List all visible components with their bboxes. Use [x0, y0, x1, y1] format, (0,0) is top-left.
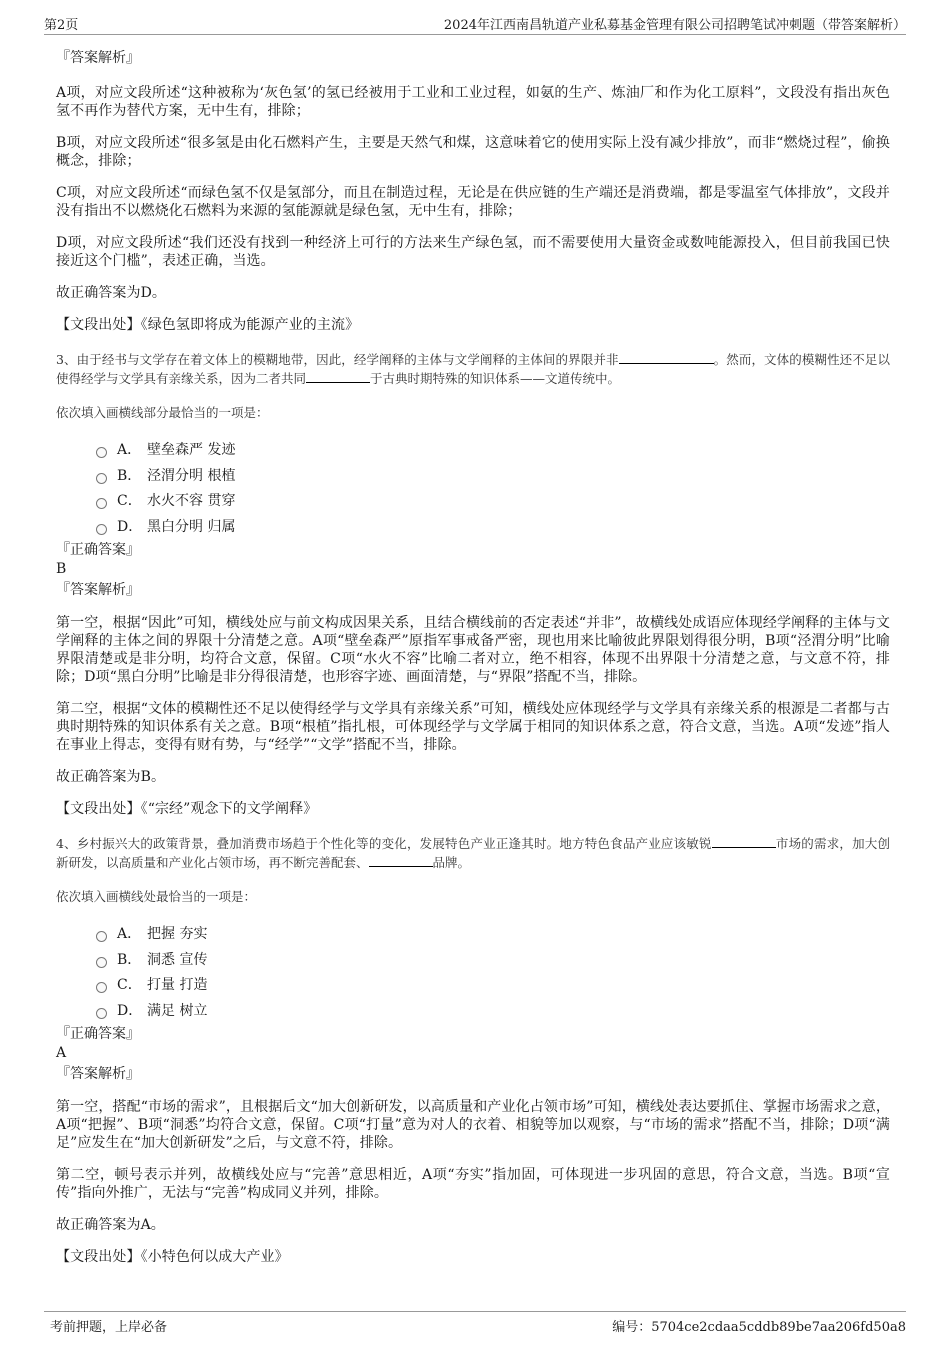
analysis-paragraph: 第一空，搭配“市场的需求”，且根据后文“加大创新研发，以高质量和产业化占领市场”可知，横线处表达要抓住、掌握市场需求之意，A项“把握”、B项“洞悉”均符合文意，保留。C项“打量”意为对人的衣着、相貌等加以观察，与“市场的需求”搭配不当，排除；D项“满足”应发生在“加大创新研发”之后，与文意不符，排除。 [56, 1099, 890, 1151]
option-d[interactable]: D． 满足 树立 [96, 999, 890, 1025]
radio-icon[interactable] [96, 473, 107, 484]
correct-answer: A [56, 1045, 67, 1061]
footer-slogan: 考前押题，上岸必备 [50, 1320, 168, 1335]
page-content [56, 44, 890, 1266]
fill-blank [619, 351, 714, 364]
analysis-paragraph: A项，对应文段所述“这种被称为‘灰色氢’的氢已经被用于工业和工业过程，如氨的生产、炼油厂和作为化工原料”，文段没有指出灰色氢不再作为替代方案，无中生有，排除； [56, 85, 890, 119]
analysis-paragraph: B项，对应文段所述“很多氢是由化石燃料产生，主要是天然气和煤，这意味着它的使用实际上没有减少排放”，而非“燃烧过程”，偷换概念，排除； [56, 135, 890, 169]
option-c[interactable]: C． 打量 打造 [96, 973, 890, 999]
analysis-tag: 『答案解析』 [56, 1066, 140, 1082]
option-a[interactable]: A． 壁垒森严 发迹 [96, 438, 890, 464]
analysis-paragraph: 第二空，顿号表示并列，故横线处应与“完善”意思相近，A项“夯实”指加固，可体现进一步巩固的意思，符合文意，当选。B项“宣传”指向外推广，无法与“完善”构成同义并列，排除。 [56, 1167, 890, 1201]
option-list [56, 922, 890, 1024]
analysis-paragraph: 第一空，根据“因此”可知，横线处应与前文构成因果关系，且结合横线前的否定表述“并非”，故横线处成语应体现经学阐释的主体与文学阐释的主体之间的界限十分清楚之意。A项“壁垒森严”原指军事戒备严密，现也用来比喻彼此界限划得很分明，B项“泾渭分明”比喻界限清楚或是非分明，均符合文意，保留。C项“水火不容”比喻二者对立，绝不相容，体现不出界限十分清楚之意，与文意不符，排除；D项“黑白分明”比喻是非分得很清楚，也形容字迹、画面清楚，与“界限”搭配不当，排除。 [56, 615, 890, 685]
correct-answer: B [56, 561, 67, 577]
question-instruction: 依次填入画横线部分最恰当的一项是： [56, 405, 269, 420]
analysis-paragraph: C项，对应文段所述“而绿色氢不仅是氢部分，而且在制造过程，无论是在供应链的生产端还是消费端，都是零温室气体排放”，文段并没有指出不以燃烧化石燃料为来源的氢能源就是绿色氢，无中生有，排除； [56, 185, 890, 219]
question-instruction: 依次填入画横线处最恰当的一项是： [56, 889, 257, 904]
option-c[interactable]: C． 水火不容 贯穿 [96, 489, 890, 515]
analysis-tag: 『答案解析』 [56, 582, 140, 598]
option-b[interactable]: B． 泾渭分明 根植 [96, 464, 890, 490]
option-list [56, 438, 890, 540]
fill-blank [306, 370, 370, 383]
radio-icon[interactable] [96, 447, 107, 458]
question-4-text: 4、乡村振兴大的政策背景，叠加消费市场趋于个性化等的变化，发展特色产业正逢其时。地方特色食品产业应该敏锐 市场的需求，加大创新研发，以高质量和产业化占领市场，再不断完善配套、 品牌。 [56, 836, 890, 870]
conclusion: 故正确答案为B。 [56, 769, 166, 785]
radio-icon[interactable] [96, 498, 107, 509]
analysis-tag: 『答案解析』 [56, 50, 140, 66]
source-citation: 【文段出处】《小特色何以成大产业》 [56, 1249, 289, 1265]
fill-blank [712, 835, 776, 848]
page-header [44, 12, 906, 35]
document-title: 2024年江西南昌轨道产业私募基金管理有限公司招聘笔试冲刺题（带答案解析） [443, 18, 906, 33]
question-3-text: 3、由于经书与文学存在着文体上的模糊地带，因此，经学阐释的主体与文学阐释的主体间的界限并非 。然而，文体的模糊性还不足以使得经学与文学具有亲缘关系，因为二者共同 于古典时期特殊的知识体系——文道传统中。 [56, 352, 890, 386]
source-citation: 【文段出处】《绿色氢即将成为能源产业的主流》 [56, 317, 360, 333]
option-a[interactable]: A． 把握 夯实 [96, 922, 890, 948]
page-number: 第2页 [44, 18, 79, 33]
answer-tag: 『正确答案』 [56, 542, 140, 558]
conclusion: 故正确答案为D。 [56, 285, 167, 301]
radio-icon[interactable] [96, 1008, 107, 1019]
page-footer [44, 1311, 906, 1334]
answer-tag: 『正确答案』 [56, 1026, 140, 1042]
radio-icon[interactable] [96, 931, 107, 942]
source-citation: 【文段出处】《“宗经”观念下的文学阐释》 [56, 801, 318, 817]
conclusion: 故正确答案为A。 [56, 1217, 165, 1233]
document-id: 编号：5704ce2cdaa5cddb89be7aa206fd50a8 [612, 1320, 906, 1335]
analysis-paragraph: D项，对应文段所述“我们还没有找到一种经济上可行的方法来生产绿色氢，而不需要使用大量资金或数吨能源投入，但目前我国已快接近这个门槛”，表述正确，当选。 [56, 235, 890, 269]
radio-icon[interactable] [96, 957, 107, 968]
radio-icon[interactable] [96, 982, 107, 993]
radio-icon[interactable] [96, 524, 107, 535]
option-d[interactable]: D． 黑白分明 归属 [96, 515, 890, 541]
option-b[interactable]: B． 洞悉 宣传 [96, 948, 890, 974]
fill-blank [369, 854, 433, 867]
analysis-paragraph: 第二空，根据“文体的模糊性还不足以使得经学与文学具有亲缘关系”可知，横线处应体现经学与文学具有亲缘关系的根源是二者都与古典时期特殊的知识体系有关之意。B项“根植”指扎根，可体现经学与文学属于相同的知识体系之意，符合文意，当选。A项“发迹”指人在事业上得志，变得有财有势，与“经学”“文学”搭配不当，排除。 [56, 701, 890, 753]
